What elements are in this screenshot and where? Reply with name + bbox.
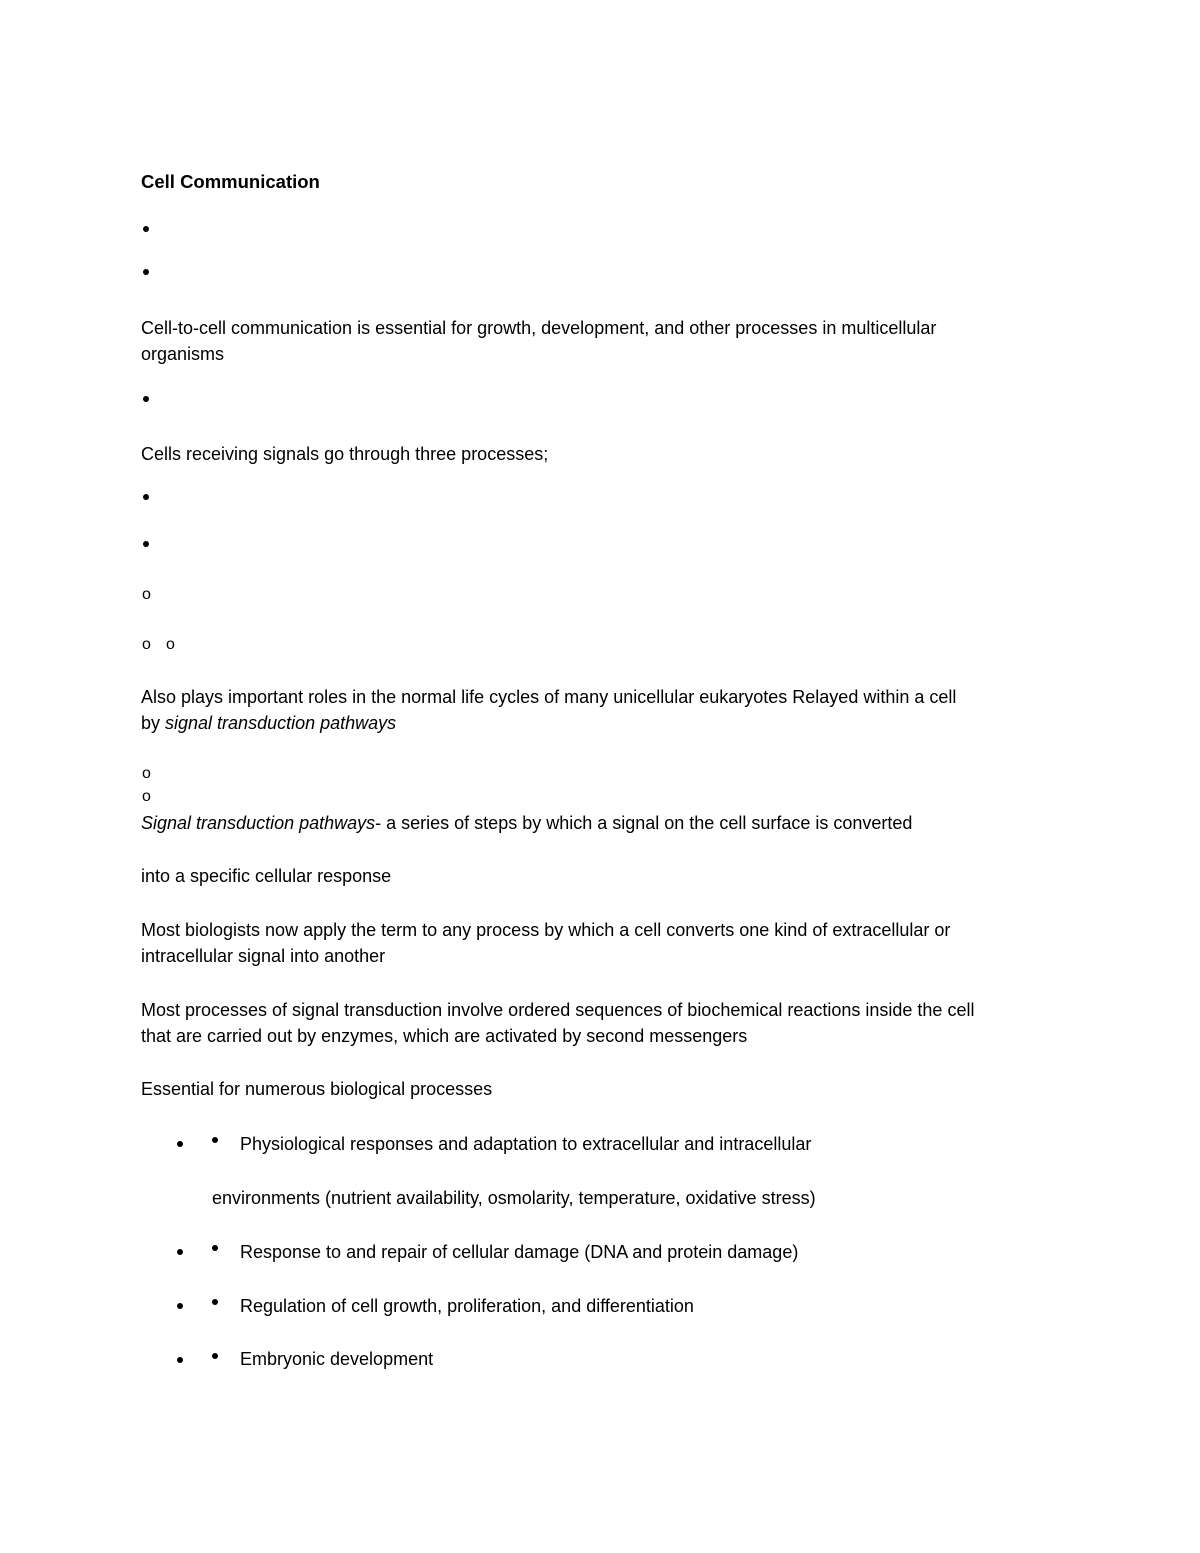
empty-bullet (143, 541, 149, 547)
paragraph-line: Cell-to-cell communication is essential for growth, development, and other processes in multicellular (141, 318, 937, 338)
circle-bullet: o (142, 586, 151, 603)
empty-bullet (143, 494, 149, 500)
list-bullet (177, 1249, 183, 1255)
list-bullet (212, 1245, 218, 1251)
list-bullet (177, 1141, 183, 1147)
empty-bullet (143, 396, 149, 402)
text-run: - a series of steps by which a signal on the cell surface is converted (375, 813, 913, 833)
list-item-continuation: environments (nutrient availability, osmolarity, temperature, oxidative stress) (212, 1188, 816, 1208)
list-bullet (177, 1303, 183, 1309)
list-item: Physiological responses and adaptation to extracellular and intracellular (240, 1134, 812, 1154)
paragraph-line: Most processes of signal transduction involve ordered sequences of biochemical reactions inside the cell (141, 1000, 975, 1020)
paragraph-line: Essential for numerous biological processes (141, 1079, 493, 1099)
paragraph-line: that are carried out by enzymes, which are activated by second messengers (141, 1026, 748, 1046)
empty-bullet (143, 269, 149, 275)
paragraph-line (141, 811, 912, 835)
paragraph-line: Cells receiving signals go through three processes; (141, 444, 549, 464)
circle-bullet: o (142, 788, 151, 805)
empty-bullet (143, 226, 149, 232)
text-run: by (141, 713, 166, 733)
paragraph-line: Also plays important roles in the normal life cycles of many unicellular eukaryotes Relayed within a cell (141, 687, 957, 707)
italic-term: signal transduction pathways (165, 713, 397, 733)
paragraph-line: into a specific cellular response (141, 866, 392, 886)
circle-bullet: o (142, 636, 151, 653)
list-bullet (212, 1353, 218, 1359)
circle-bullet: o (166, 636, 175, 653)
paragraph-line: Most biologists now apply the term to any process by which a cell converts one kind of extracellular or (141, 920, 951, 940)
list-bullet (177, 1357, 183, 1363)
italic-term: Signal transduction pathways (141, 813, 376, 833)
page-title: Cell Communication (141, 171, 320, 192)
circle-bullet: o (142, 765, 151, 782)
paragraph-line: organisms (141, 344, 225, 364)
list-item: Embryonic development (240, 1349, 434, 1369)
list-bullet (212, 1137, 218, 1143)
paragraph-line: intracellular signal into another (141, 946, 386, 966)
list-bullet (212, 1299, 218, 1305)
list-item: Response to and repair of cellular damage (DNA and protein damage) (240, 1242, 799, 1262)
list-item: Regulation of cell growth, proliferation, and differentiation (240, 1296, 694, 1316)
paragraph-line (141, 711, 396, 735)
